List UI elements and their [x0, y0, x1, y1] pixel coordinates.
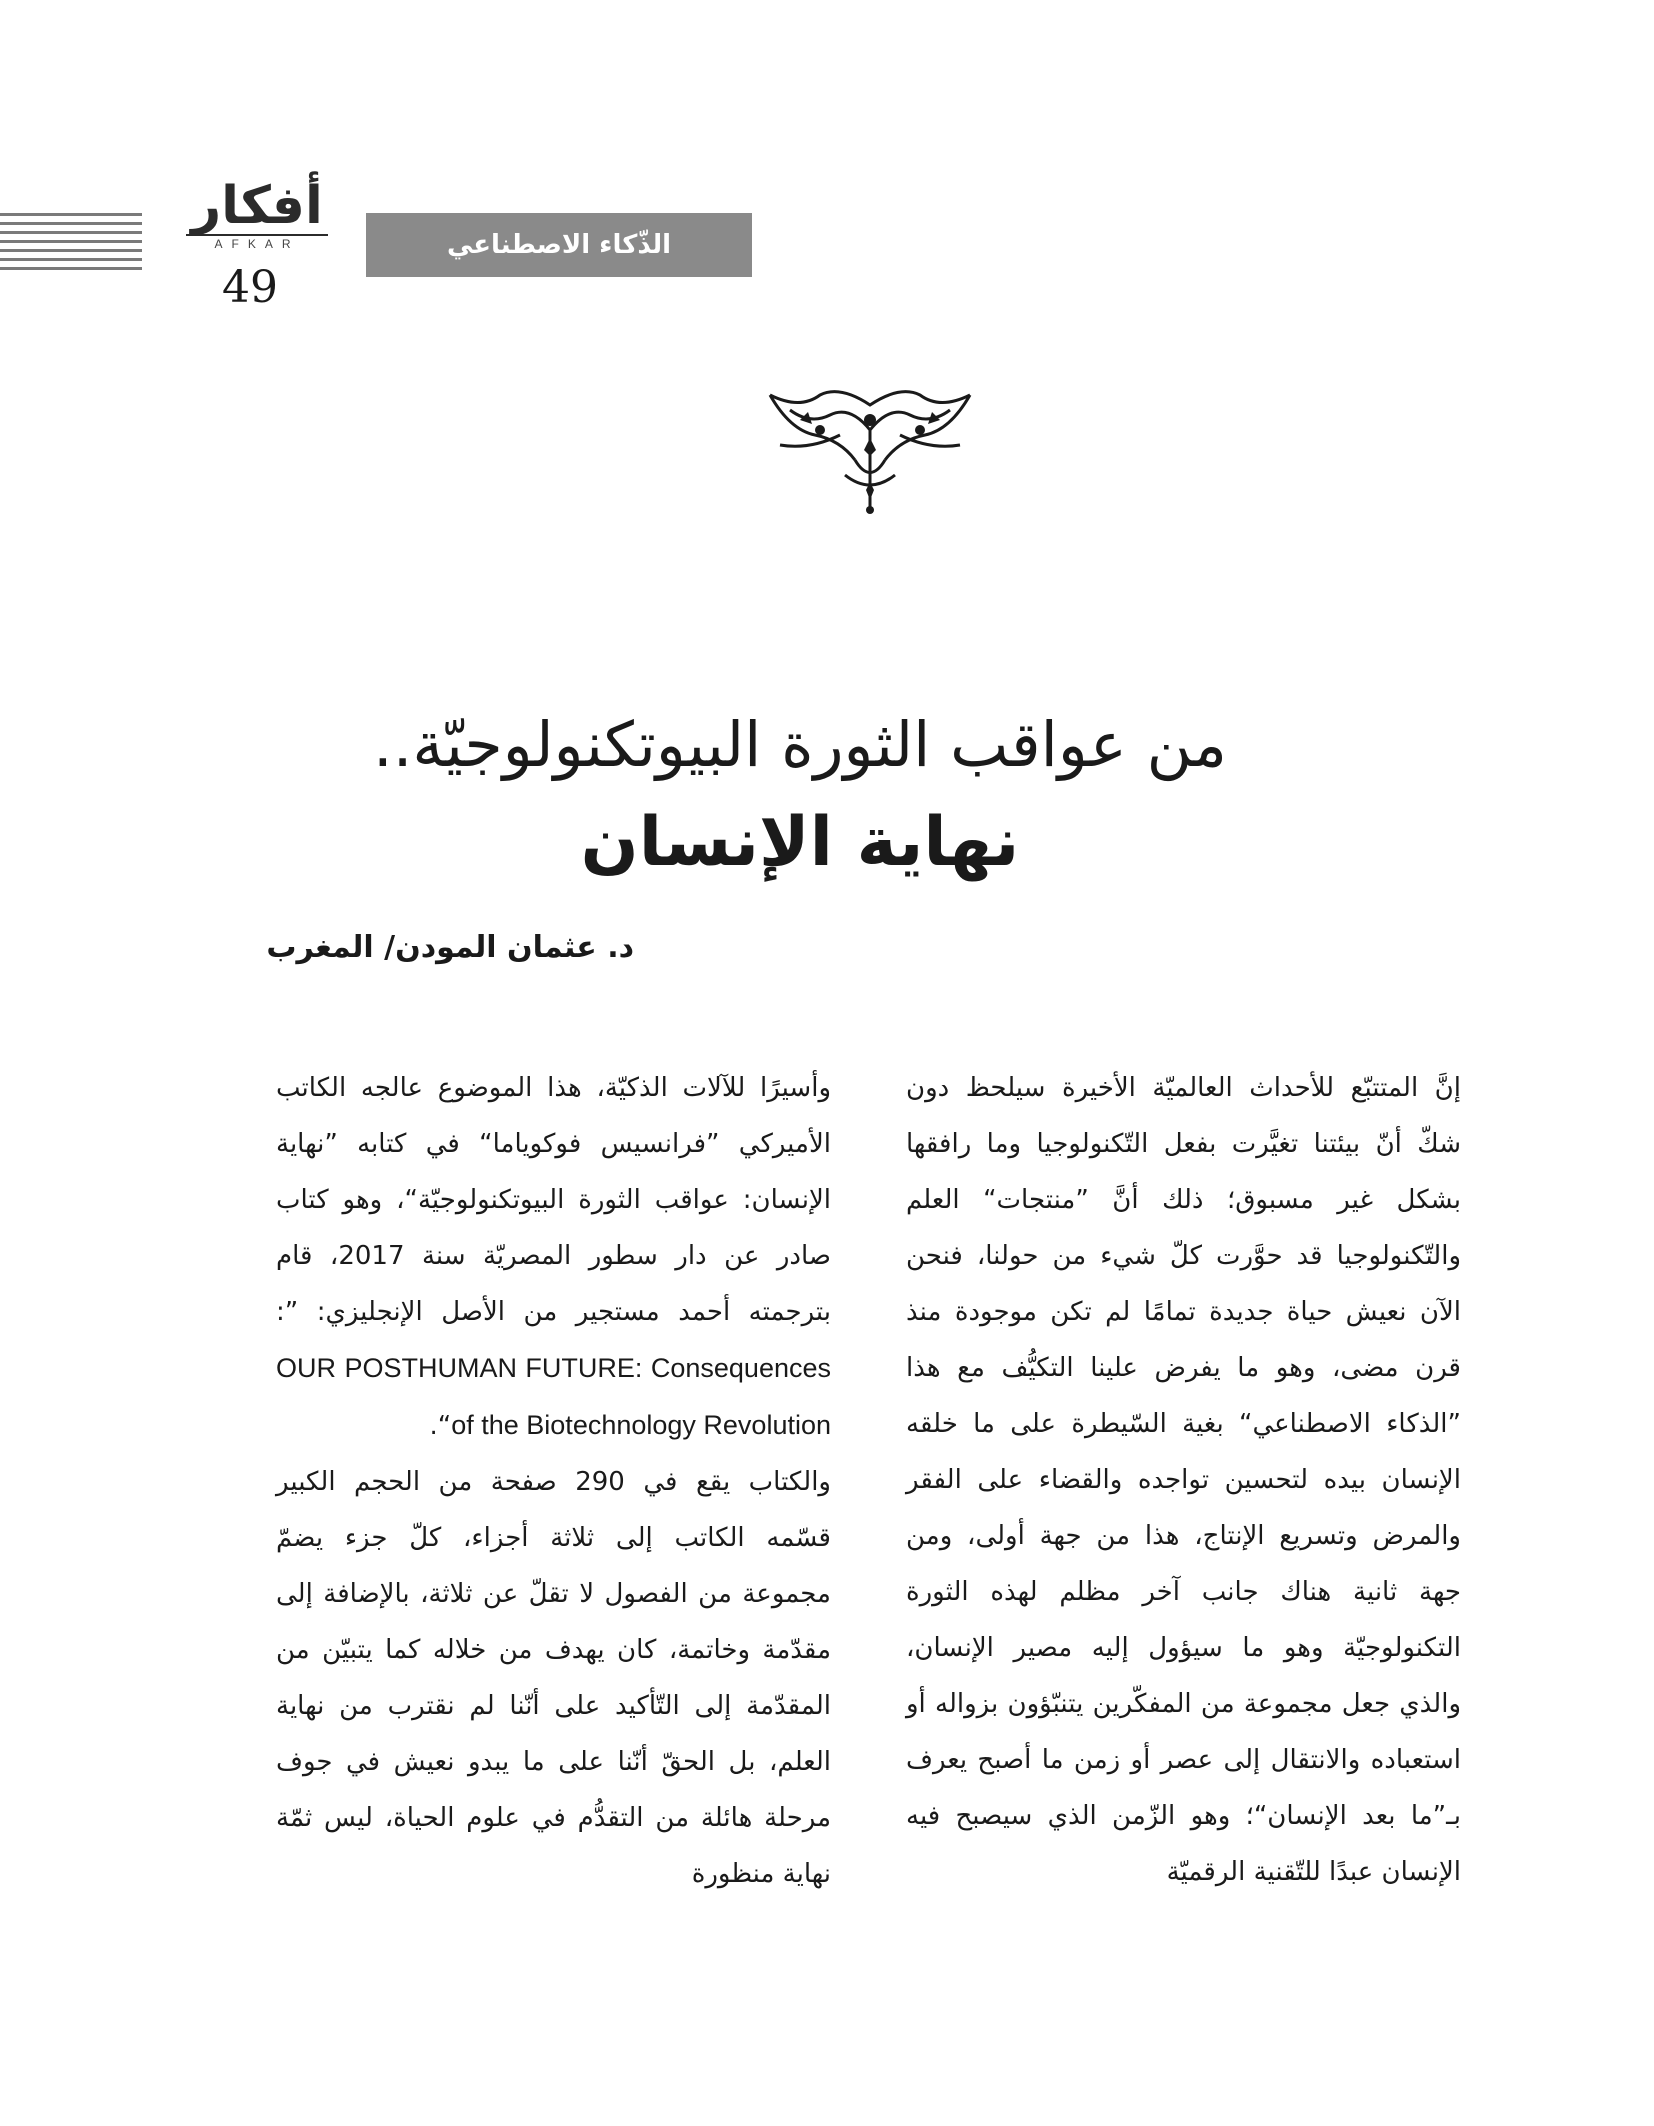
- article-title: من عواقب الثورة البيوتكنولوجيّة..: [373, 708, 1227, 781]
- magazine-logo: [182, 178, 332, 251]
- section-label: الذّكاء الاصطناعي: [366, 213, 752, 277]
- english-title: OUR POSTHUMAN FUTURE: Consequences of the Biotechnology Revolution: [276, 1353, 831, 1440]
- page-number: 49: [222, 262, 278, 313]
- article-author: د. عثمان المودن/ المغرب: [266, 930, 634, 965]
- header-stripes: [0, 213, 142, 275]
- paragraph: إنَّ المتتبّع للأحداث العالميّة الأخيرة سيلحظ دون شكّ أنّ بيئتنا تغيَّرت بفعل التّكنولوجيا وما رافقها بشكل غير مسبوق؛ ذلك أنَّ ”منتجات“ العلم والتّكنولوجيا قد حوَّرت كلّ شيء من حولنا، فنحن الآن نعيش حياة جديدة تمامًا لم تكن موجودة منذ قرن مضى، وهو ما يفرض علينا التكيُّف مع هذا ”الذكاء الاصطناعي“ بغية السّيطرة على ما خلقه الإنسان بيده لتحسين تواجده والقضاء على الفقر والمرض وتسريع الإنتاج، هذا من جهة أولى، ومن جهة ثانية هناك جانب آخر مظلم لهذه الثورة التكنولوجيّة وهو ما سيؤول إليه مصير الإنسان، والذي جعل مجموعة من المفكّرين يتنبّؤون بزواله أو استعباده والانتقال إلى عصر أو زمن ما أصبح يعرف بـ”ما بعد الإنسان“؛ وهو الزّمن الذي سيصبح فيه الإنسان عبدًا للتّقنية الرقميّة: [906, 1073, 1461, 1887]
- body-column-right: [906, 1060, 1461, 1900]
- body-column-left: [276, 1060, 831, 1902]
- logo-arabic: أفكار: [191, 176, 323, 236]
- paragraph-text: وأسيرًا للآلات الذكيّة، هذا الموضوع عالجه الكاتب الأميركي ”فرانسيس فوكوياما“ في كتابه ”نهاية الإنسان: عواقب الثورة البيوتكنولوجيّة“، وهو كتاب صادر عن دار سطور المصريّة سنة 2017، قام بترجمته أحمد مستجير من الأصل الإنجليزي: ”:: [276, 1073, 831, 1327]
- ornament-icon: [760, 390, 980, 515]
- quote-close: “.: [429, 1411, 452, 1441]
- article-subtitle: نهاية الإنسان: [580, 803, 1020, 882]
- logo-latin: AFKAR: [186, 234, 328, 251]
- paragraph: والكتاب يقع في 290 صفحة من الحجم الكبير قسّمه الكاتب إلى ثلاثة أجزاء، كلّ جزء يضمّ مجموعة من الفصول لا تقلّ عن ثلاثة، بالإضافة إلى مقدّمة وخاتمة، كان يهدف من خلاله كما يتبيّن من المقدّمة إلى التّأكيد على أنّنا لم نقترب من نهاية العلم، بل الحقّ أنّنا على ما يبدو نعيش في جوف مرحلة هائلة من التقدُّم في علوم الحياة، ليس ثمّة نهاية منظورة: [276, 1467, 831, 1889]
- paragraph: [276, 1060, 831, 1454]
